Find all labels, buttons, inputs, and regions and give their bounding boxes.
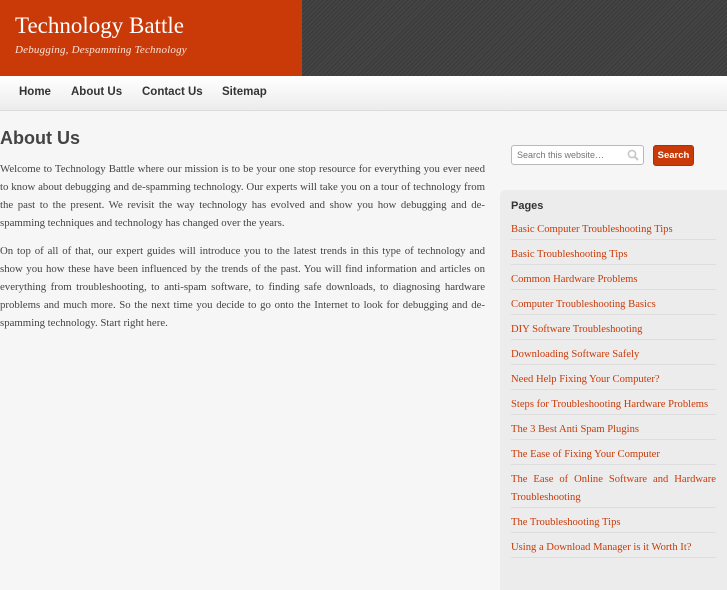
search-input[interactable] xyxy=(517,146,625,164)
list-item xyxy=(511,221,716,240)
list-item xyxy=(511,246,716,265)
list-item xyxy=(511,346,716,365)
page-link[interactable]: Basic Computer Troubleshooting Tips xyxy=(511,224,673,235)
list-item xyxy=(511,396,716,415)
list-item xyxy=(511,371,716,390)
page-title: About Us xyxy=(0,128,80,148)
nav-home[interactable]: Home xyxy=(19,86,51,98)
page-link[interactable]: Need Help Fixing Your Computer? xyxy=(511,374,660,385)
list-item xyxy=(511,539,716,558)
nav-contact-us[interactable]: Contact Us xyxy=(142,86,203,98)
nav-sitemap[interactable]: Sitemap xyxy=(222,86,267,98)
search-button[interactable]: Search xyxy=(653,145,694,166)
search-icon xyxy=(627,149,639,161)
page-link[interactable]: Computer Troubleshooting Basics xyxy=(511,299,656,310)
pages-widget xyxy=(500,190,727,590)
list-item xyxy=(511,514,716,533)
list-item xyxy=(511,471,716,508)
page-link[interactable]: The Ease of Online Software and Hardware Troubleshooting xyxy=(511,474,716,503)
page-link[interactable]: Using a Download Manager is it Worth It? xyxy=(511,542,692,553)
list-item xyxy=(511,421,716,440)
site-title[interactable]: Technology Battle xyxy=(15,13,184,38)
list-item xyxy=(511,321,716,340)
site-header xyxy=(0,0,727,76)
list-item xyxy=(511,296,716,315)
widget-title: Pages xyxy=(511,200,544,212)
page-link[interactable]: The 3 Best Anti Spam Plugins xyxy=(511,424,640,435)
body-paragraph: On top of all of that, our expert guides will introduce you to the latest trends in this type of technology and show you how these have been influenced by the trends of the past. You will find information and articles on everything from troubleshooting, to anti-spam software, to finding safe downloads, to diagnosing hardware problems and much more. So the next time you decide to go onto the Internet to look for debugging and de-spamming technology. Start right here. xyxy=(0,245,485,329)
site-tagline: Debugging, Despamming Technology xyxy=(15,44,187,56)
main-navigation xyxy=(0,76,727,111)
nav-about-us[interactable]: About Us xyxy=(71,86,123,98)
page-link[interactable]: Steps for Troubleshooting Hardware Problems xyxy=(511,399,709,410)
page-link[interactable]: The Troubleshooting Tips xyxy=(511,517,621,528)
list-item xyxy=(511,446,716,465)
page-link[interactable]: DIY Software Troubleshooting xyxy=(511,324,643,335)
page-link[interactable]: The Ease of Fixing Your Computer xyxy=(511,449,660,460)
page-link[interactable]: Basic Troubleshooting Tips xyxy=(511,249,628,260)
page-link[interactable]: Common Hardware Problems xyxy=(511,274,638,285)
brand-block xyxy=(0,0,302,76)
search-box xyxy=(511,145,644,165)
list-item xyxy=(511,271,716,290)
page-link[interactable]: Downloading Software Safely xyxy=(511,349,640,360)
intro-paragraph: Welcome to Technology Battle where our mission is to be your one stop resource for everything you ever need to know about debugging and de-spamming technology. Our experts will take you on a tour of technology from the past to the present. We revisit the way technology has evolved and show you how debugging and de-spamming techniques and technology has changed over the years. xyxy=(0,163,485,229)
